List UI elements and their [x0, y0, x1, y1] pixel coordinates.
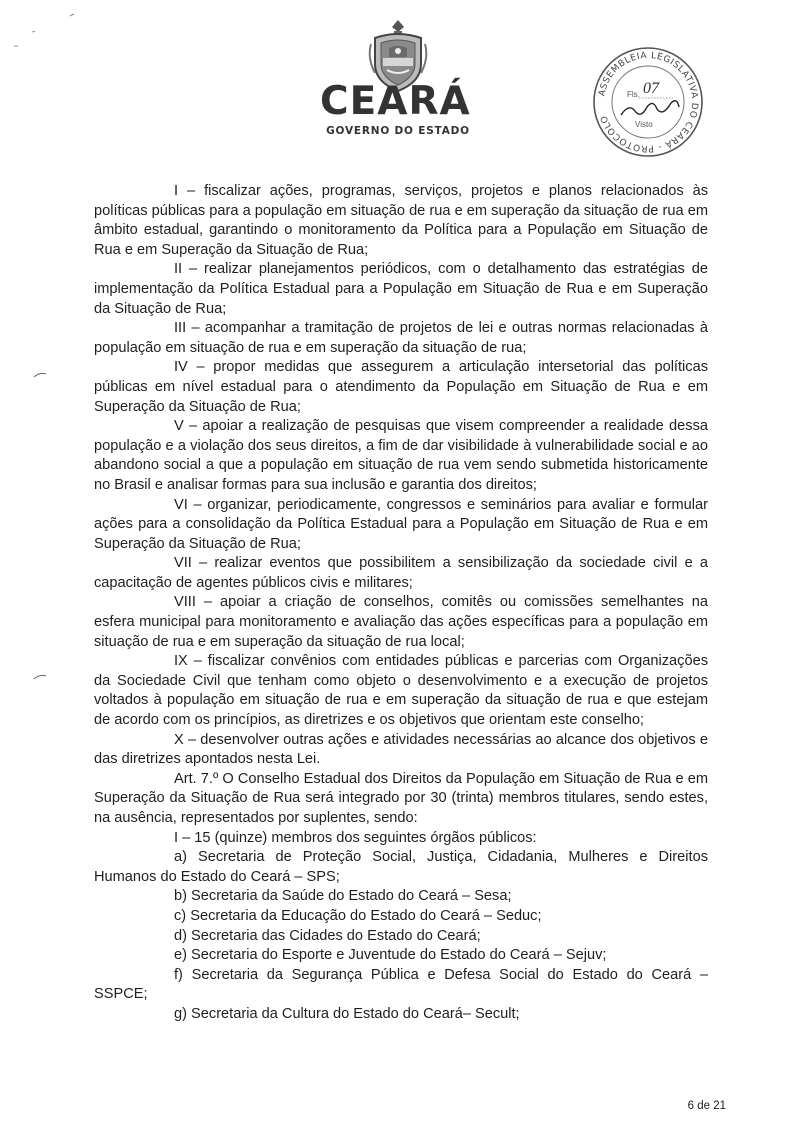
inciso-viii: VIII – apoiar a criação de conselhos, comitês ou comissões semelhantes na esfera municipal para monitoramento e avaliação das ações específicas para a população em situação de rua e em superação da situação de rua local;	[94, 594, 708, 650]
logo-title: CEARÁ	[320, 79, 471, 124]
page-number: 6 de 21	[687, 1100, 726, 1112]
inciso-v: V – apoiar a realização de pesquisas que visem compreender a realidade dessa população e a violação dos seus direitos, a fim de dar visibilidade à vulnerabilidade social e ao abandono social a que a população em situação de rua vem sendo submetida historicamente no Brasil e analisar formas para sua inclusão e garantia dos direitos;	[94, 418, 708, 493]
inciso-x: X – desenvolver outras ações e atividades necessárias ao alcance dos objetivos e das diretrizes apontados nesta Lei.	[94, 731, 708, 768]
inciso-vii: VII – realizar eventos que possibilitem a sensibilização da sociedade civil e a capacitação de agentes públicos civis e militares;	[94, 555, 708, 591]
list-item-a: a) Secretaria de Proteção Social, Justiça, Cidadania, Mulheres e Direitos Humanos do Estado do Ceará – SPS;	[94, 849, 708, 885]
list-item-b: b) Secretaria da Saúde do Estado do Ceará – Sesa;	[174, 888, 512, 905]
article-label: Art. 7.º	[174, 770, 219, 787]
inciso-iv: IV – propor medidas que assegurem a articulação intersetorial das políticas públicas em nível estadual para o atendimento da População em Situação de Rua e em Superação da Situação de Rua;	[94, 359, 708, 415]
article-text: O Conselho Estadual dos Direitos da População em Situação de Rua e em Superação da Situação de Rua será integrado por 30 (trinta) membros titulares, sendo estes, na ausência, representados por suplentes, sendo:	[94, 770, 708, 826]
document-body	[94, 182, 708, 1025]
stamp-visto-label: Visto	[635, 120, 653, 129]
list-item-g: g) Secretaria da Cultura do Estado do Ceará– Secult;	[174, 1005, 520, 1022]
list-item-d: d) Secretaria das Cidades do Estado do Ceará;	[174, 927, 481, 944]
inciso-ii: II – realizar planejamentos periódicos, com o detalhamento das estratégias de implementação da Política Estadual para a População em Situação de Rua e em Superação da Situação de Rua;	[94, 261, 708, 317]
subsection-i: I – 15 (quinze) membros dos seguintes órgãos públicos:	[174, 829, 537, 846]
list-item-c: c) Secretaria da Educação do Estado do Ceará – Seduc;	[174, 907, 542, 924]
inciso-i: I – fiscalizar ações, programas, serviços, projetos e planos relacionados às políticas públicas para a população em situação de rua e em superação da situação de rua em âmbito estadual, garantindo o monitoramento da Política para a População em Situação de Rua e em Superação da Situação de Rua;	[94, 183, 708, 258]
list-item-e: e) Secretaria do Esporte e Juventude do Estado do Ceará – Sejuv;	[174, 947, 607, 964]
inciso-vi: VI – organizar, periodicamente, congressos e seminários para avaliar e formular ações para a consolidação da Política Estadual para a População em Situação de Rua e em Superação da Situação de Rua;	[94, 496, 708, 552]
stamp-fls-value: 07	[643, 80, 659, 97]
stamp-ring-text: ASSEMBLEIA LEGISLATIVA DO CEARÁ - PROTOCOLO	[597, 50, 700, 154]
inciso-iii: III – acompanhar a tramitação de projetos de lei e outras normas relacionadas à população em situação de rua e em superação da situação de rua;	[94, 320, 708, 356]
article-7	[94, 770, 708, 829]
stamp-fls-label: Fls.	[627, 90, 640, 99]
logo-subtitle: GOVERNO DO ESTADO	[326, 125, 470, 137]
inciso-ix: IX – fiscalizar convênios com entidades públicas e parcerias com Organizações da Sociedade Civil que tenham como objeto o desenvolvimento e a execução de projetos voltados à população em situação de rua e em superação da situação de rua e que estejam de acordo com os princípios, as diretrizes e os objetivos que orientam este conselho;	[94, 653, 708, 729]
list-item-f: f) Secretaria da Segurança Pública e Defesa Social do Estado do Ceará – SSPCE;	[94, 966, 708, 1003]
